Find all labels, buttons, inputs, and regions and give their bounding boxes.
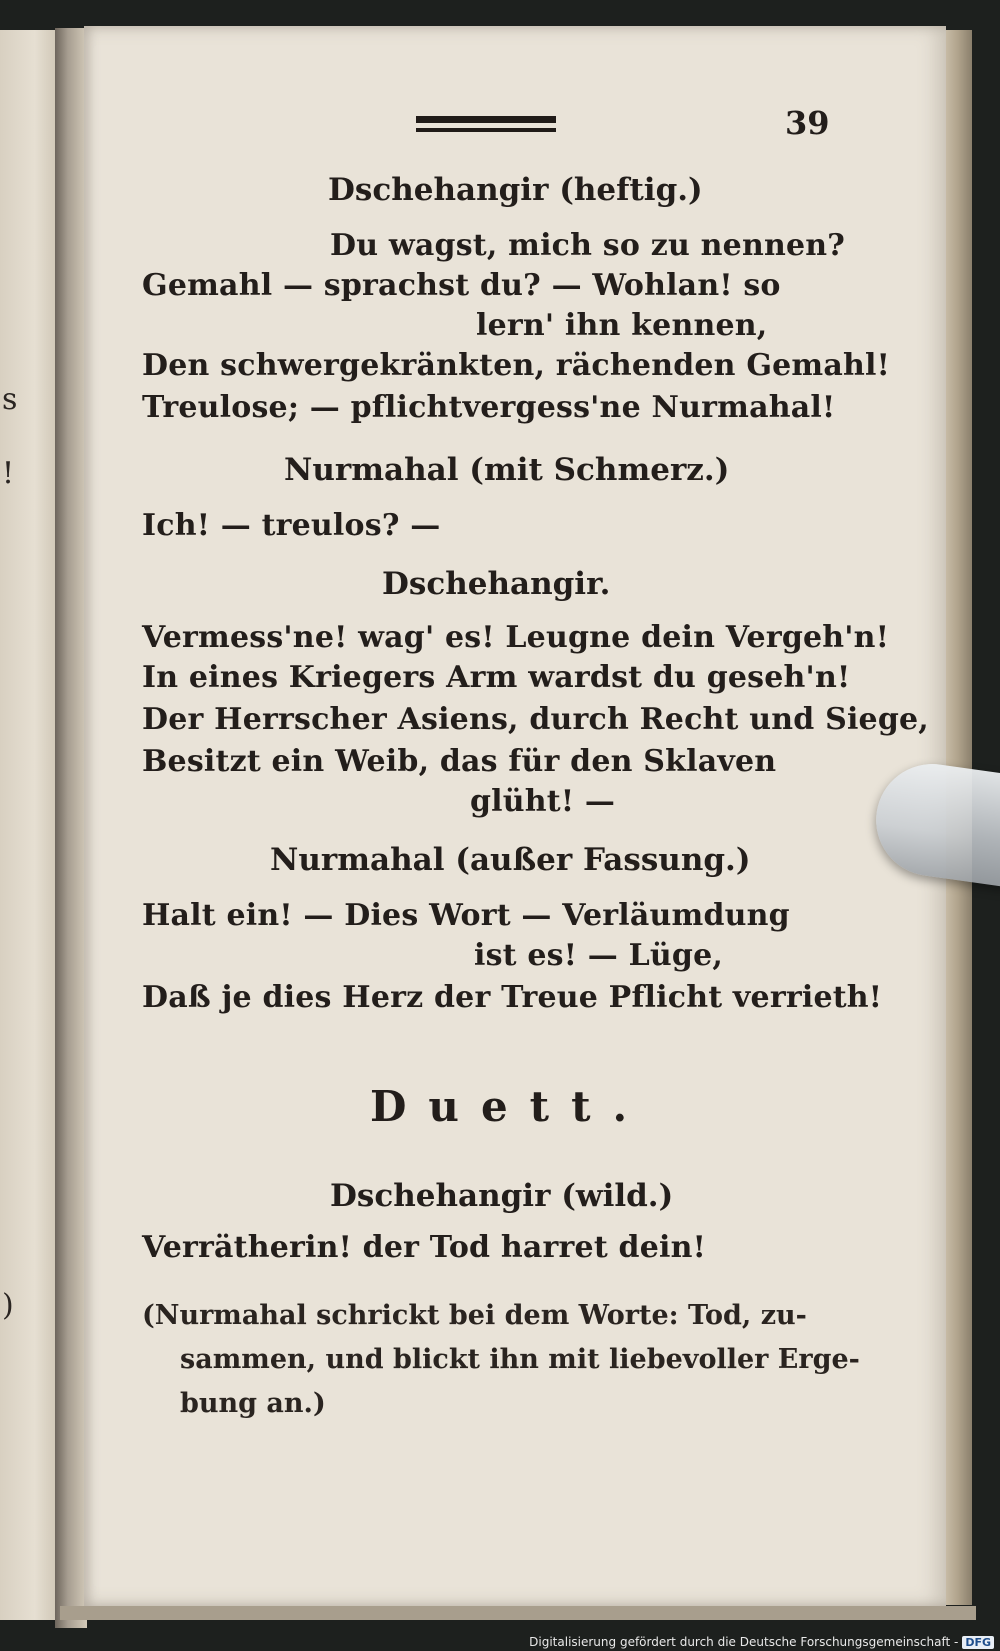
digitization-credit	[529, 1635, 994, 1649]
left-page-edge	[0, 30, 58, 1620]
credit-text: Digitalisierung gefördert durch die Deutsche Forschungsgemeinschaft -	[529, 1635, 959, 1649]
header-rule	[416, 128, 556, 132]
stage-direction: (Nurmahal schrickt bei dem Worte: Tod, zu-	[142, 1300, 807, 1331]
verse-line: In eines Kriegers Arm wardst du geseh'n!	[142, 660, 851, 695]
speaker-heading: Dschehangir (wild.)	[330, 1178, 674, 1214]
verse-line: ist es! — Lüge,	[474, 938, 724, 973]
left-page-fragment: )	[2, 1288, 14, 1323]
stage-direction: sammen, und blickt ihn mit liebevoller Erge-	[180, 1344, 860, 1375]
speaker-heading: Dschehangir.	[382, 566, 611, 602]
verse-line: Verrätherin! der Tod harret dein!	[142, 1230, 706, 1265]
verse-line: Der Herrscher Asiens, durch Recht und Siege,	[142, 702, 929, 737]
page-bottom-edge	[60, 1606, 976, 1620]
verse-line: Daß je dies Herz der Treue Pflicht verrieth!	[142, 980, 883, 1015]
page-number: 39	[785, 104, 830, 142]
book-gutter	[55, 28, 87, 1628]
speaker-heading: Dschehangir (heftig.)	[328, 172, 703, 208]
verse-line: Den schwergekränkten, rächenden Gemahl!	[142, 348, 890, 383]
verse-line: lern' ihn kennen,	[476, 308, 768, 343]
verse-line: Halt ein! — Dies Wort — Verläumdung	[142, 898, 790, 933]
dfg-logo: DFG	[962, 1636, 994, 1649]
verse-line: Du wagst, mich so zu nennen?	[330, 228, 846, 263]
verse-line: Besitzt ein Weib, das für den Sklaven	[142, 744, 777, 779]
verse-line: glüht! —	[470, 784, 616, 819]
verse-line: Treulose; — pflichtvergess'ne Nurmahal!	[142, 390, 836, 425]
stage-direction: bung an.)	[180, 1388, 326, 1419]
section-title: Duett.	[370, 1082, 650, 1131]
verse-line: Gemahl — sprachst du? — Wohlan! so	[142, 268, 781, 303]
verse-line: Ich! — treulos? —	[142, 508, 441, 543]
verse-line: Vermess'ne! wag' es! Leugne dein Vergeh'n!	[142, 620, 890, 655]
speaker-heading: Nurmahal (mit Schmerz.)	[284, 452, 730, 488]
speaker-heading: Nurmahal (außer Fassung.)	[270, 842, 751, 878]
header-rule	[416, 116, 556, 123]
left-page-fragment: !	[2, 456, 15, 491]
left-page-fragment: s	[2, 382, 18, 417]
